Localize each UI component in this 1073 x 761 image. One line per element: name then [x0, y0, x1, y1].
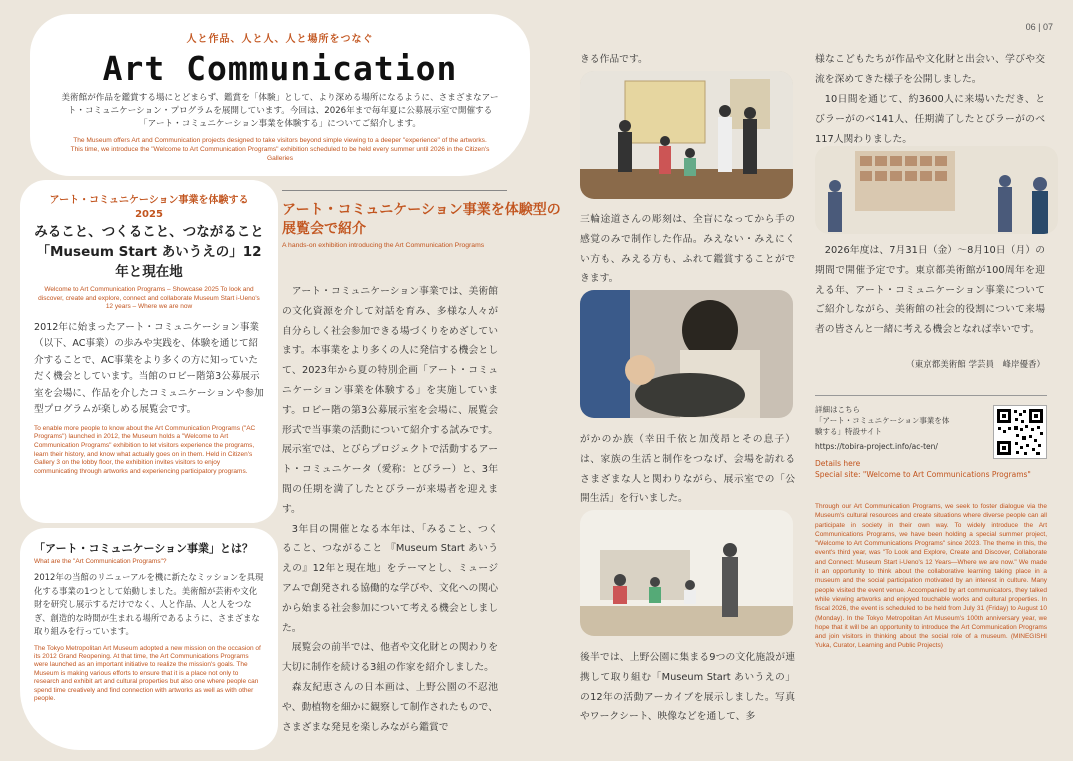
about-body: 2012年の当館のリニューアルを機に新たなミッションを具現化する事業の1つとして始動しました。美術館が芸術や文化財を研究し展示するだけでなく、人と作品、人と人をつなぎ、創造的な時間が生まれる場所であるように、さまざまな取り組みを行っています。 — [34, 572, 264, 636]
divider — [815, 395, 1047, 396]
english-summary: Through our Art Communication Programs, we seek to foster dialogue via the Museum's cultural resources and create situations where diverse people can all participate in society in their own way. To widely introduce the Art Communications Programs, we have been holding a special summer project, "Welcome to Art Communications Programs" since 2023. The theme in this, the event's third year, was "To Look and Explore, Create and Discover, Collaborate and Connect: Museum Start i-Ueno's 12 Years—Where we are now." We made it an opportunity to think about the collaborative learning taking place in a museum and the social participation motivated by an interest in culture. Many people visited the event venue. Accompanied by art communicators, they talked while viewing artworks and enjoyed touchable works and cultural properties. In fiscal 2026, the event is scheduled to be held from July 31 (Friday) to August 10 (Monday). In the Tokyo Metropolitan Art Museum's 100th anniversary year, we hope that it will be an opportunity to introduce the Art Communication Programs and join visitors in thinking about the social role of a museum. (MINEGISHI Yuka, Curator, Learning and Public Projects) — [815, 503, 1047, 650]
about-title: 「アート・コミュニケーション事業」とは？ — [34, 542, 254, 555]
col4-para3: 2026年度は、7月31日（金）〜8月10日（月）の期間で開催予定です。東京都美術館が100周年を迎える年、アート・コミュニケーション事業についてご紹介しながら、美術館の社会的役割について来場者の皆さんと一緒に考える機会となれば幸いです。 — [815, 245, 1045, 336]
tagline: 人と作品、人と人、人と場所をつなぐ — [186, 34, 374, 45]
article-paragraph: アート・コミュニケーション事業では、美術館の文化資源を介して対話を育み、多様な人々が自分らしく社会参加できる場づくりをめざしています。本事業をより多くの人に発信する機会として、2023年から夏の特別企画「アート・コミュニケーション事業を体験する」を実施しています。ロビー階の第3公募展示室を会場に、展覧会形式で当事業の活動について紹介する試みです。展示室では、とびらプロジェクトで活動するアート・コミュニケータ（愛称：とびラー）と、3年間の任期を満了したとびラーが来場者を迎えます。 — [282, 286, 498, 515]
divider — [282, 190, 507, 191]
col3-para4: 後半では、上野公園に集まる9つの文化施設が連携して取り組む「Museum Start あいうえの」の12年の活動アーカイブを展示しました。写真やワークシート、映像などを通して、多 — [580, 652, 795, 723]
exhibition-photo-1 — [580, 71, 793, 199]
about-card — [20, 528, 278, 750]
intro-jp: 美術館が作品を鑑賞する場にとどまらず、鑑賞を「体験」として、より深める場所になるように、さまざまなアート・コミュニケーション・プログラムを展開しています。今回は、2026年まで毎年夏に公募展示室で開催する「アート・コミュニケーション事業を体験する」についてご紹介します。 — [61, 93, 499, 129]
page-number: 06 | 07 — [1025, 22, 1053, 32]
exhibition-head1: アート・コミュニケーション事業を体験する 2025 — [49, 195, 249, 220]
col4-para2: 10日間を通じて、約3600人に来場いただき、とびラーがのべ141人、任期満了したとびラーがのべ117人関わりました。 — [815, 94, 1045, 145]
info-label1: 詳細はこちら — [815, 405, 860, 414]
info-url[interactable]: https://tobira-project.info/ac-ten/ — [815, 442, 938, 451]
exhibition-card — [20, 180, 278, 523]
col3-para3: がかのか族（幸田千依と加茂昂とその息子）は、家族の生活と制作をつなげ、会場を訪れるさまざまな人と関わりながら、展示室での「公開生活」を行いました。 — [580, 434, 795, 505]
section-heading — [282, 190, 564, 249]
article-paragraph: 3年目の開催となる本年は、「みること、つくること、つながること 『Museum Start あいうえの』12年と現在地」をテーマとし、ミュージアムで創発される協働的な学びや、文化への関心から始まる社会参加について考える機会としました。 — [282, 523, 498, 634]
qr-code-graphic — [994, 406, 1046, 458]
info-label2: 「アート・コミュニケーション事業を体験する」特設サイト — [815, 416, 950, 436]
about-sub: What are the "Art Communication Programs"? — [34, 558, 167, 565]
exhibition-body: 2012年に始まったアート・コミュニケーション事業（以下、AC事業）の歩みや実践を、体験を通じて紹介することで、AC事業をより多くの方に知っていただく機会としています。当館のロビー階第3公募展示室を会場に、作品を介したコミュニケーションや参加型プログラムが楽しめる展覧会です。 — [34, 321, 264, 416]
gallery-photo-image — [580, 71, 793, 199]
author-credit: （東京都美術館 学芸員 峰岸優香） — [906, 360, 1045, 370]
exhibition-photo-3 — [580, 510, 793, 636]
header-card — [30, 14, 530, 176]
article-paragraph: 展覧会の前半では、他者や文化財との関わりを大切に制作を続ける3組の作家を紹介しました。 — [282, 642, 498, 674]
section-title: アート・コミュニケーション事業を体験型の展覧会で紹介 — [282, 202, 561, 237]
touch-sculpture-photo-image — [580, 290, 793, 418]
about-body-en: The Tokyo Metropolitan Art Museum adopted a new mission on the occasion of its 2012 Grand Reopening. At that time, the Art Communications Programs were launched as an important initiative to realize the mission's goals. The Museum is making various efforts to ensure that it is a place not only to research and exhibit art and cultural properties but also one where people can spend time creatively and find connection with artworks as well as with other people. — [34, 644, 261, 702]
article-paragraph: 森友紀恵さんの日本画は、上野公園の不忍池や、動植物を細かに観察して制作されたもので、さまざまな発見を楽しみながら鑑賞で — [282, 681, 498, 733]
qr-code-icon[interactable] — [993, 405, 1047, 459]
archive-wall-photo-image — [815, 146, 1058, 234]
page-title: Art Communication — [102, 49, 458, 88]
workshop-photo-image — [580, 510, 793, 636]
col3-para2: 三輪途道さんの彫刻は、全盲になってから手の感覚のみで制作した作品。みえない・みえにくい方も、みえる方も、ふれて鑑賞することができます。 — [580, 214, 795, 285]
intro-en: The Museum offers Art and Communication projects designed to take visitors beyond simple viewing to a deeper "experience" of the artworks. This time, we introduce the "Welcome to Art Communication Programs" exhibition scheduled to be held every summer until 2026 in the Citizen's Galleries — [70, 137, 490, 162]
col4-para1: 様なこどもたちが作品や文化財と出会い、学びや交流を深めてきた様子を公開しました。 — [815, 54, 1045, 85]
exhibition-photo-2 — [580, 290, 793, 418]
exhibition-photo-4 — [815, 146, 1058, 234]
main-article — [282, 282, 498, 737]
col3-line1: きる作品です。 — [580, 54, 648, 65]
info-box — [815, 395, 1047, 495]
exhibition-en: Welcome to Art Communication Programs – Showcase 2025 To look and discover, create and explore, connect and collaborate Museum Start i-Ueno's 12 years – Where we are now — [38, 286, 260, 311]
exhibition-body-en: To enable more people to know about the Art Communication Programs ("AC Programs") launched in 2012, the Museum holds a "Welcome to Art Communication Programs" exhibition to let visitors experience the programs, learn their history, and know what actually goes on in them. Held in Citizen's Gallery 3 on the lobby floor, the exhibition invites visitors to enjoy communicating through artworks and experiencing participatory programs. — [34, 424, 256, 475]
exhibition-head2: みること、つくること、つながること「Museum Start あいうえの」12年と現在地 — [34, 224, 264, 280]
section-subtitle: A hands-on exhibition introducing the Art Communication Programs — [282, 242, 485, 249]
info-en1: Details here — [815, 459, 861, 468]
info-en2: Special site: "Welcome to Art Communications Programs" — [815, 470, 1031, 479]
